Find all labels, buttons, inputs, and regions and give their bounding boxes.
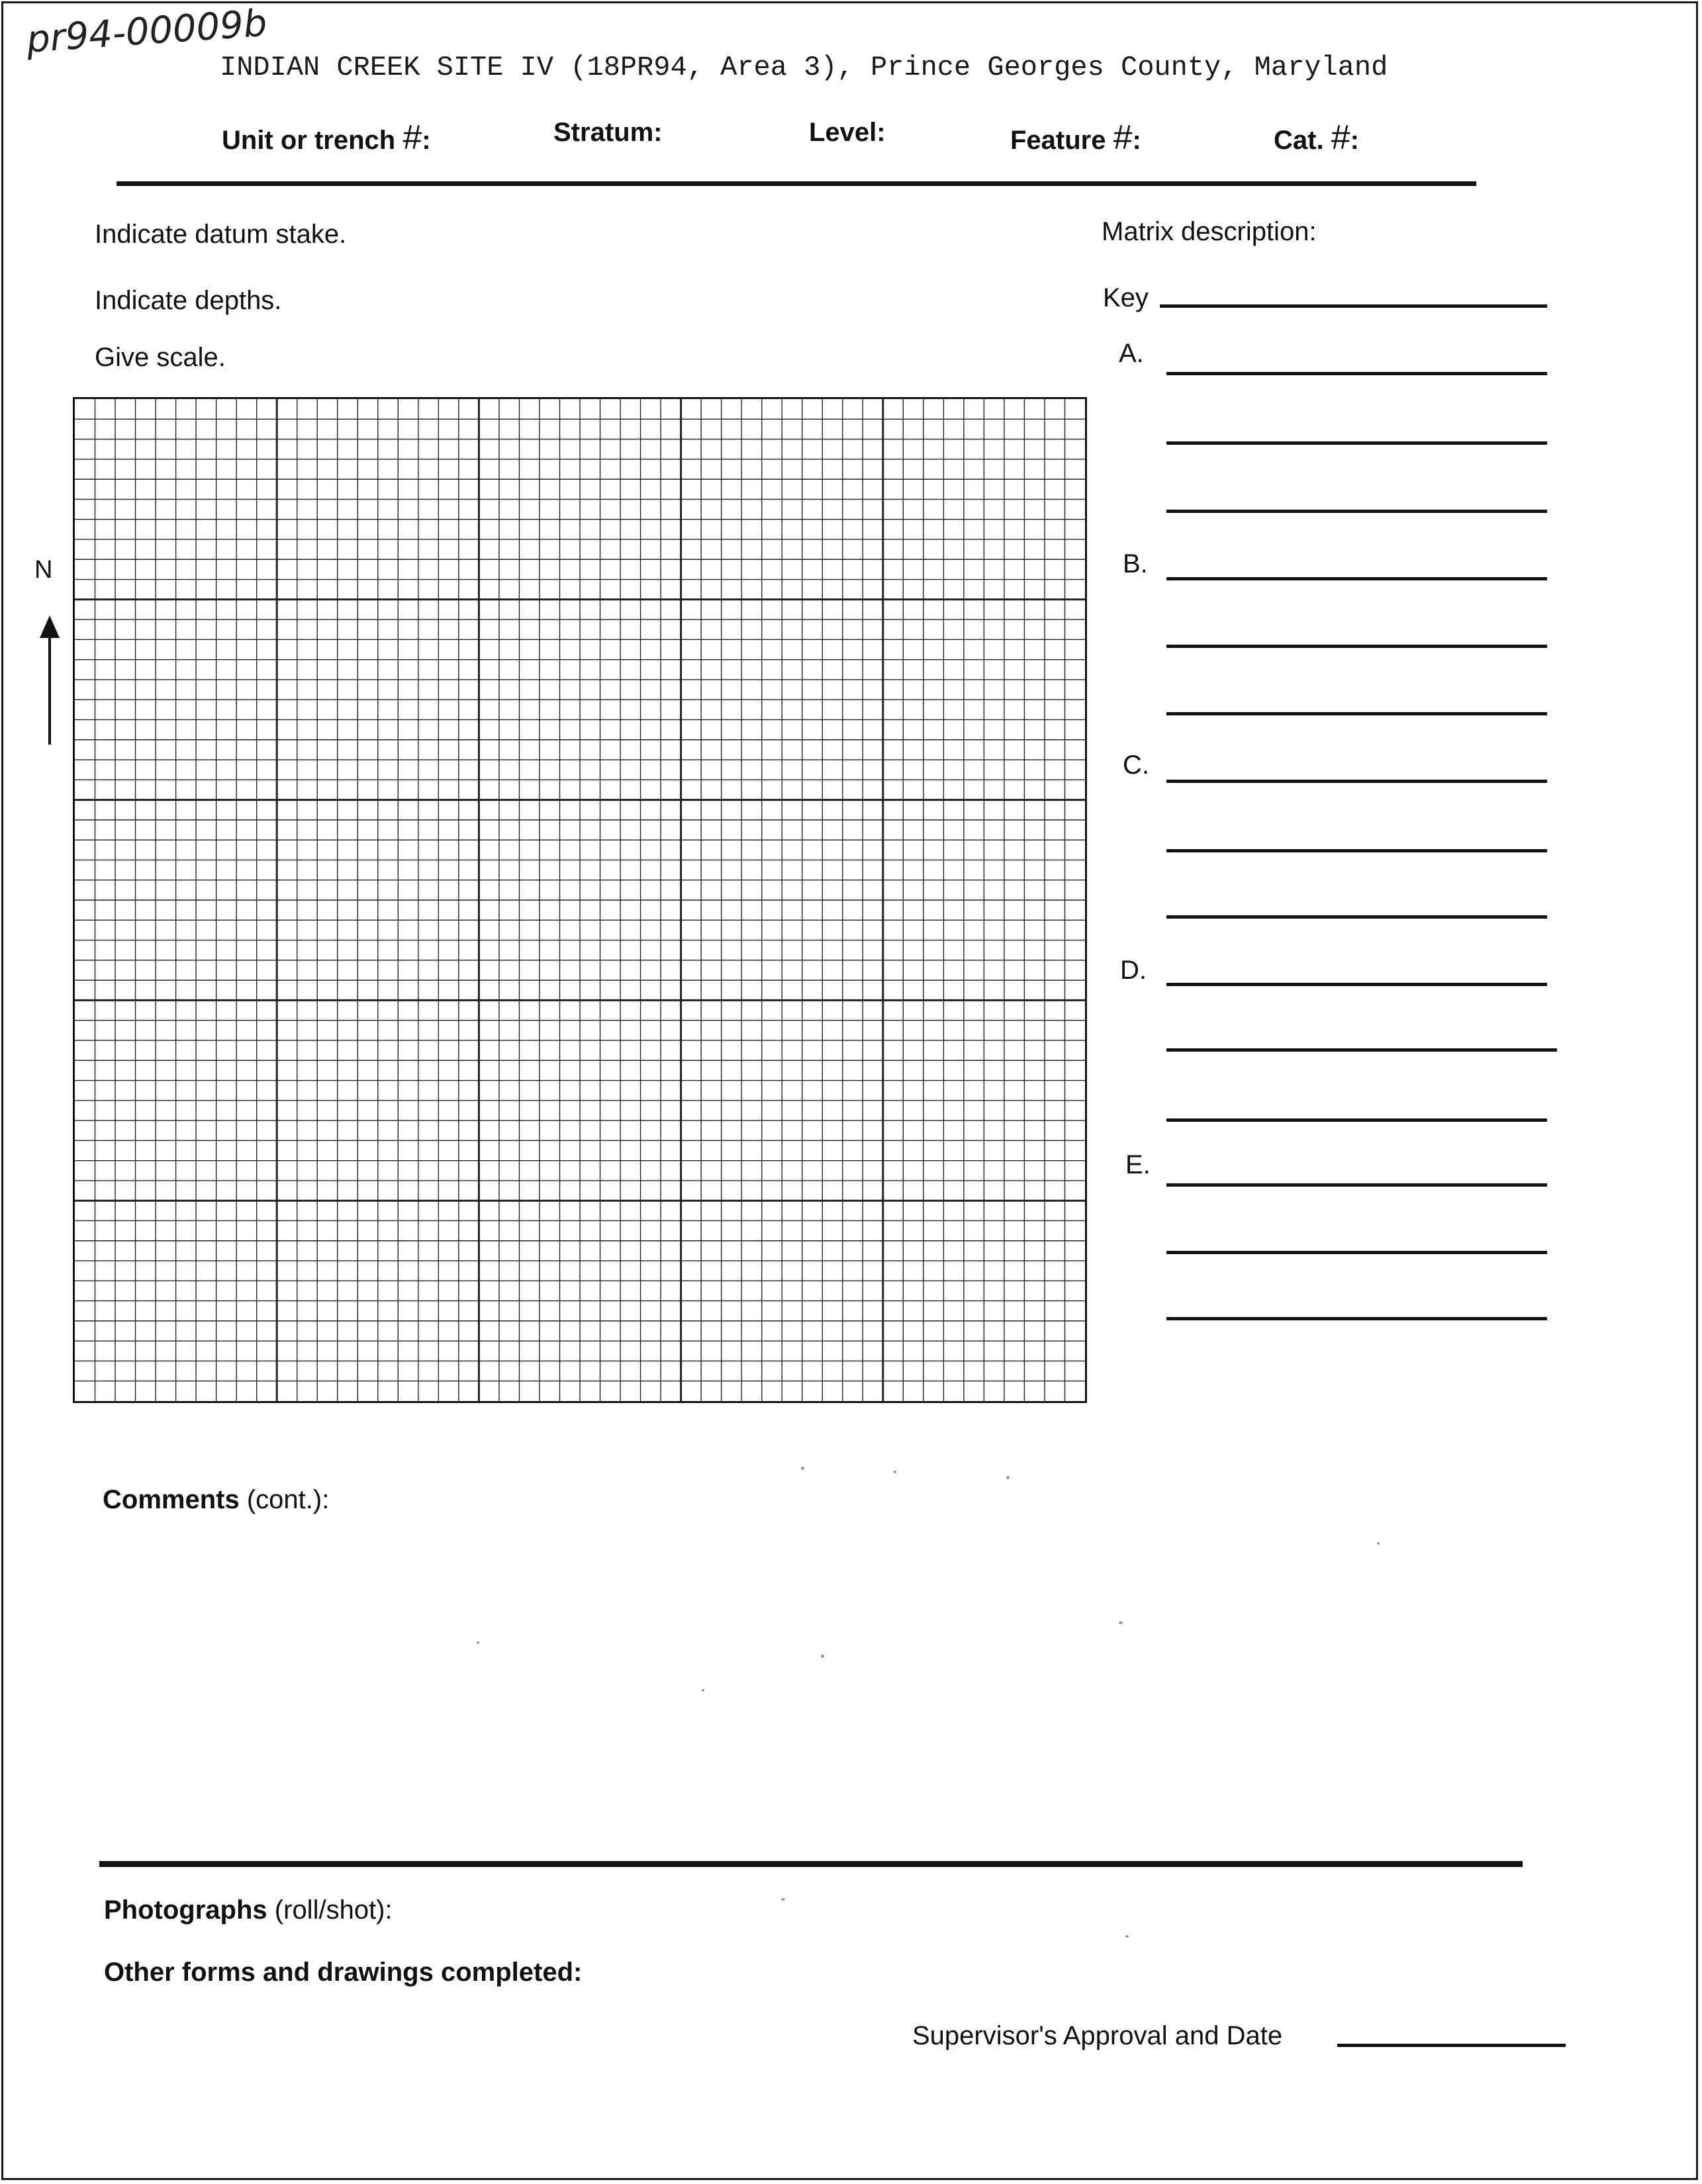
matrix-c-line-2[interactable] bbox=[1166, 849, 1547, 852]
scan-speck bbox=[781, 1898, 785, 1901]
matrix-b-line-3[interactable] bbox=[1166, 712, 1547, 715]
supervisor-approval-label: Supervisor's Approval and Date bbox=[912, 2021, 1283, 2050]
matrix-description-label: Matrix description: bbox=[1102, 217, 1317, 246]
matrix-letter-c: C. bbox=[1123, 751, 1149, 780]
instruction-scale: Give scale. bbox=[95, 343, 226, 372]
matrix-d-line-3[interactable] bbox=[1166, 1118, 1547, 1122]
scan-speck bbox=[894, 1471, 896, 1473]
scan-speck bbox=[801, 1467, 804, 1470]
matrix-c-line-1[interactable] bbox=[1166, 780, 1547, 783]
matrix-letter-a: A. bbox=[1119, 339, 1144, 368]
photographs-label: Photographs (roll/shot): bbox=[104, 1895, 393, 1925]
drawing-grid[interactable] bbox=[73, 397, 1087, 1403]
comments-divider bbox=[99, 1861, 1523, 1867]
comments-label: Comments (cont.): bbox=[103, 1485, 330, 1514]
catalog-label: Cat. #: bbox=[1274, 118, 1359, 157]
handwritten-document-id: pr94-00009b bbox=[25, 1, 269, 62]
matrix-c-line-3[interactable] bbox=[1166, 915, 1547, 919]
scan-speck bbox=[1119, 1621, 1123, 1624]
supervisor-approval-line[interactable] bbox=[1337, 2044, 1566, 2047]
key-label: Key bbox=[1103, 283, 1149, 312]
matrix-e-line-3[interactable] bbox=[1166, 1317, 1547, 1320]
matrix-letter-d: D. bbox=[1120, 956, 1147, 985]
scan-speck bbox=[1125, 1935, 1129, 1938]
scan-speck bbox=[1006, 1476, 1010, 1479]
level-label: Level: bbox=[809, 118, 886, 147]
unit-or-trench-label: Unit or trench #: bbox=[222, 118, 431, 157]
matrix-a-line-2[interactable] bbox=[1166, 441, 1547, 445]
scan-speck bbox=[477, 1641, 479, 1644]
matrix-b-line-1[interactable] bbox=[1166, 577, 1547, 580]
north-arrow-icon bbox=[40, 615, 60, 745]
scan-speck bbox=[702, 1689, 704, 1692]
matrix-d-line-2[interactable] bbox=[1166, 1048, 1557, 1052]
matrix-a-line-1[interactable] bbox=[1166, 372, 1547, 375]
header-divider bbox=[117, 181, 1476, 186]
matrix-d-line-1[interactable] bbox=[1166, 983, 1547, 986]
instruction-datum-stake: Indicate datum stake. bbox=[95, 220, 347, 249]
scan-speck bbox=[821, 1655, 824, 1658]
site-title: INDIAN CREEK SITE IV (18PR94, Area 3), Prince Georges County, Maryland bbox=[220, 52, 1388, 83]
stratum-label: Stratum: bbox=[553, 118, 663, 147]
instruction-depths: Indicate depths. bbox=[95, 286, 282, 315]
matrix-b-line-2[interactable] bbox=[1166, 645, 1547, 648]
scan-speck bbox=[1377, 1542, 1380, 1545]
key-field-line[interactable] bbox=[1160, 304, 1547, 308]
matrix-e-line-2[interactable] bbox=[1166, 1251, 1547, 1254]
feature-label: Feature #: bbox=[1010, 118, 1141, 157]
other-forms-label: Other forms and drawings completed: bbox=[104, 1958, 583, 1987]
matrix-letter-e: E. bbox=[1125, 1150, 1151, 1179]
matrix-letter-b: B. bbox=[1123, 549, 1148, 578]
matrix-e-line-1[interactable] bbox=[1166, 1183, 1547, 1187]
matrix-a-line-3[interactable] bbox=[1166, 510, 1547, 513]
north-label: N bbox=[34, 556, 53, 584]
